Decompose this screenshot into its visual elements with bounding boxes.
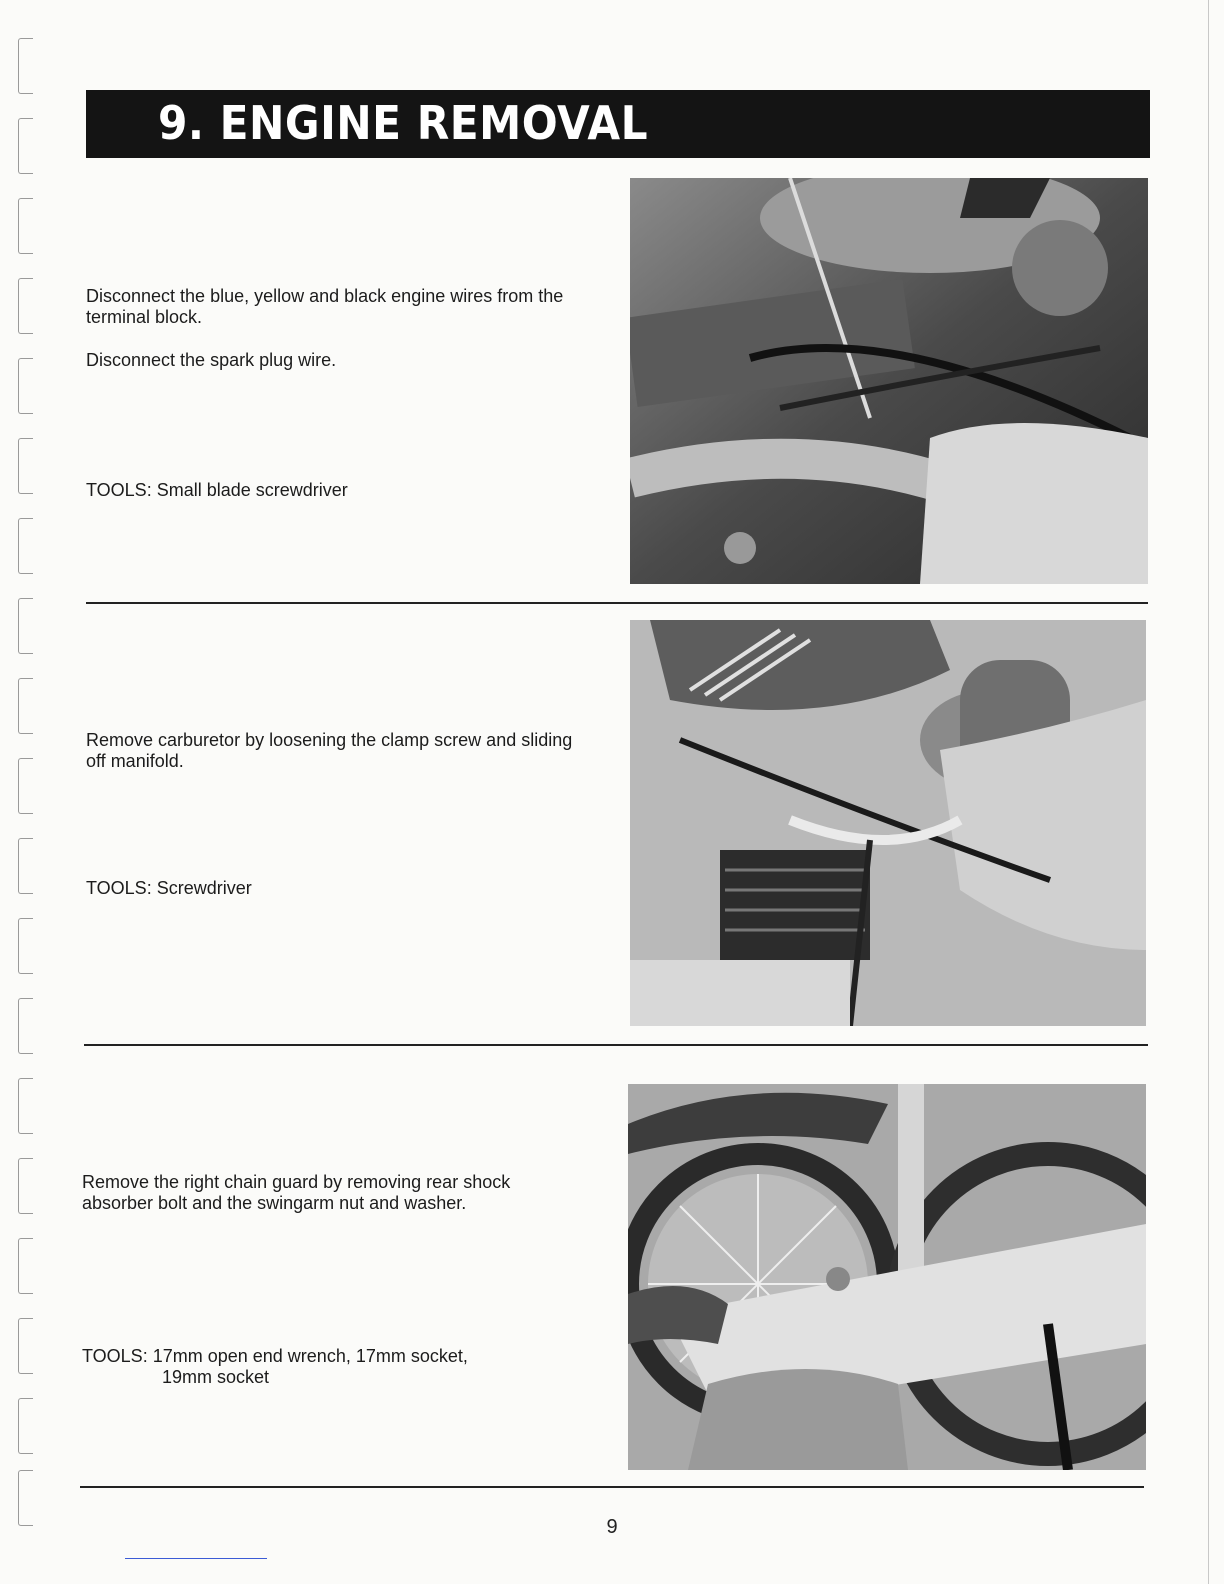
- step-3-paragraph-1: Remove the right chain guard by removing rear shock absorber bolt and the swingarm nut and washer.: [82, 1172, 511, 1213]
- step-2-divider: [84, 1044, 1148, 1046]
- step-1-divider: [86, 602, 1148, 604]
- step-2-tools: TOOLS: Screwdriver: [86, 878, 252, 898]
- chain-guard-photo: [628, 1084, 1146, 1470]
- step-3-tools: TOOLS: 17mm open end wrench, 17mm socket, 19mm socket: [82, 1346, 468, 1387]
- terminal-block-photo: [630, 178, 1148, 584]
- scan-artifact: [125, 1558, 267, 1559]
- step-1-tools: TOOLS: Small blade screwdriver: [86, 480, 348, 500]
- carburetor-photo: [630, 620, 1146, 1026]
- step-1-paragraph-2: Disconnect the spark plug wire.: [86, 350, 337, 370]
- step-1-paragraph-1: Disconnect the blue, yellow and black engine wires from the terminal block.: [86, 286, 564, 327]
- title-banner: [86, 90, 1150, 158]
- page-title: 9. ENGINE REMOVAL: [158, 96, 649, 150]
- page-edge: [1208, 0, 1209, 1584]
- step-2-paragraph-1: Remove carburetor by loosening the clamp screw and sliding off manifold.: [86, 730, 573, 771]
- step-3-divider: [80, 1486, 1144, 1488]
- binding-holes: [18, 30, 38, 1510]
- page-number: 9: [606, 1516, 618, 1538]
